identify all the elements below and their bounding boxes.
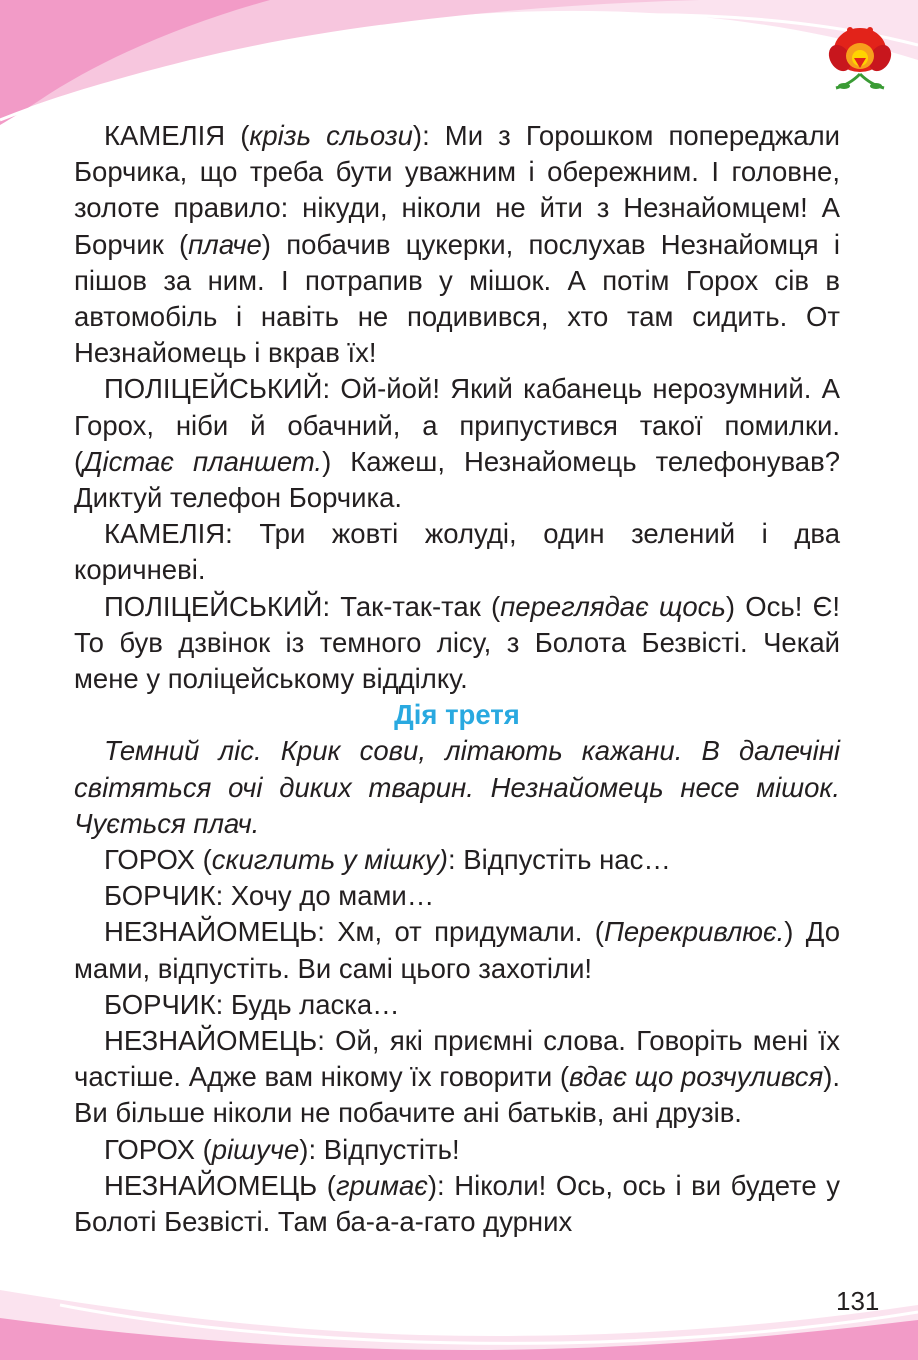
dialogue-paragraph — [74, 371, 840, 516]
dialogue-text: НЕЗНАЙОМЕЦЬ: Ой, які приємні слова. Говоріть мені їх частіше. Адже вам нікому їх говорити ( — [74, 1025, 840, 1093]
dialogue-text: БОРЧИК: Будь ласка… — [104, 988, 400, 1020]
dialogue-paragraph — [74, 987, 840, 1023]
stage-direction: Перекривлює. — [603, 916, 785, 948]
dialogue-text: НЕЗНАЙОМЕЦЬ: Хм, от придумали. ( — [104, 916, 604, 948]
dialogue-text: КАМЕЛІЯ: Три жовті жолуді, один зелений і два коричневі. — [74, 518, 840, 586]
dialogue-paragraph — [74, 516, 840, 588]
dialogue-paragraph — [74, 1168, 840, 1240]
dialogue-paragraph — [74, 1023, 840, 1132]
stage-direction: гримає — [335, 1169, 428, 1201]
stage-direction: скиглить у мішку) — [211, 844, 448, 876]
stage-direction: Темний ліс. Крик сови, літають кажани. В далечіні світяться очі диких тварин. Незнайомець несе мішок. Чується плач. — [74, 735, 840, 839]
dialogue-text: НЕЗНАЙОМЕЦЬ ( — [104, 1169, 336, 1201]
dialogue-text: ГОРОХ ( — [104, 1133, 212, 1165]
dialogue-paragraph — [74, 842, 840, 878]
stage-direction: переглядає щось — [500, 590, 726, 622]
page-number: 131 — [836, 1286, 880, 1316]
dialogue-text: ). Ви більше ніколи не побачите ані батьків, ані друзів. — [74, 1061, 840, 1129]
dialogue-text: ): Відпустіть! — [299, 1133, 460, 1165]
stage-direction: крізь сльози — [249, 120, 413, 151]
dialogue-paragraph — [74, 914, 840, 986]
stage-direction: вдає що розчулився — [569, 1061, 824, 1093]
scene-heading: Дія третя — [394, 699, 520, 731]
dialogue-text: ) До мами, відпустіть. Ви самі цього захотіли! — [74, 916, 840, 984]
stage-direction: Дістає планшет. — [83, 445, 323, 477]
dialogue-text: ПОЛІЦЕЙСЬКИЙ: Так-так-так ( — [104, 590, 501, 622]
dialogue-text: БОРЧИК: Хочу до мами… — [104, 880, 435, 912]
play-text — [74, 118, 840, 1240]
dialogue-paragraph — [74, 1132, 840, 1168]
dialogue-text: ГОРОХ ( — [104, 844, 212, 876]
dialogue-paragraph — [74, 733, 840, 842]
stage-direction: плаче — [188, 228, 262, 260]
dialogue-text: ) побачив цукерки, послухав Незнайомця і пішов за ним. І потрапив у мішок. А потім Горох сів в автомобіль і навіть не подивився, хто там сидить. От Незнайомець і вкрав їх! — [74, 228, 840, 369]
dialogue-text: : Відпустіть нас… — [447, 844, 671, 876]
dialogue-text: ПОЛІЦЕЙСЬКИЙ: Ой-йой! Який кабанець нерозумний. А Горох, ніби й обачний, а припустився такої помилки. ( — [74, 373, 840, 477]
dialogue-paragraph — [74, 878, 840, 914]
dialogue-text: КАМЕЛІЯ ( — [104, 120, 250, 151]
dialogue-text: ) Ось! Є! То був дзвінок із темного лісу, з Болота Безвісті. Чекай мене у поліцейському відділку. — [74, 590, 840, 695]
dialogue-text: ) Кажеш, Незнайомець телефонував? Диктуй телефон Борчика. — [74, 445, 840, 514]
stage-direction: рішуче — [211, 1133, 300, 1165]
dialogue-paragraph — [74, 118, 840, 371]
dialogue-paragraph — [74, 589, 840, 698]
dialogue-text: ): Ми з Горошком попереджали Борчика, що треба бути уважним і обережним. І головне, золоте правило: нікуди, ніколи не йти з Незнайомцем! А Борчик ( — [74, 120, 840, 260]
dialogue-text: ): Ніколи! Ось, ось і ви будете у Болоті Безвісті. Там ба-а-а-гато дурних — [74, 1169, 840, 1238]
